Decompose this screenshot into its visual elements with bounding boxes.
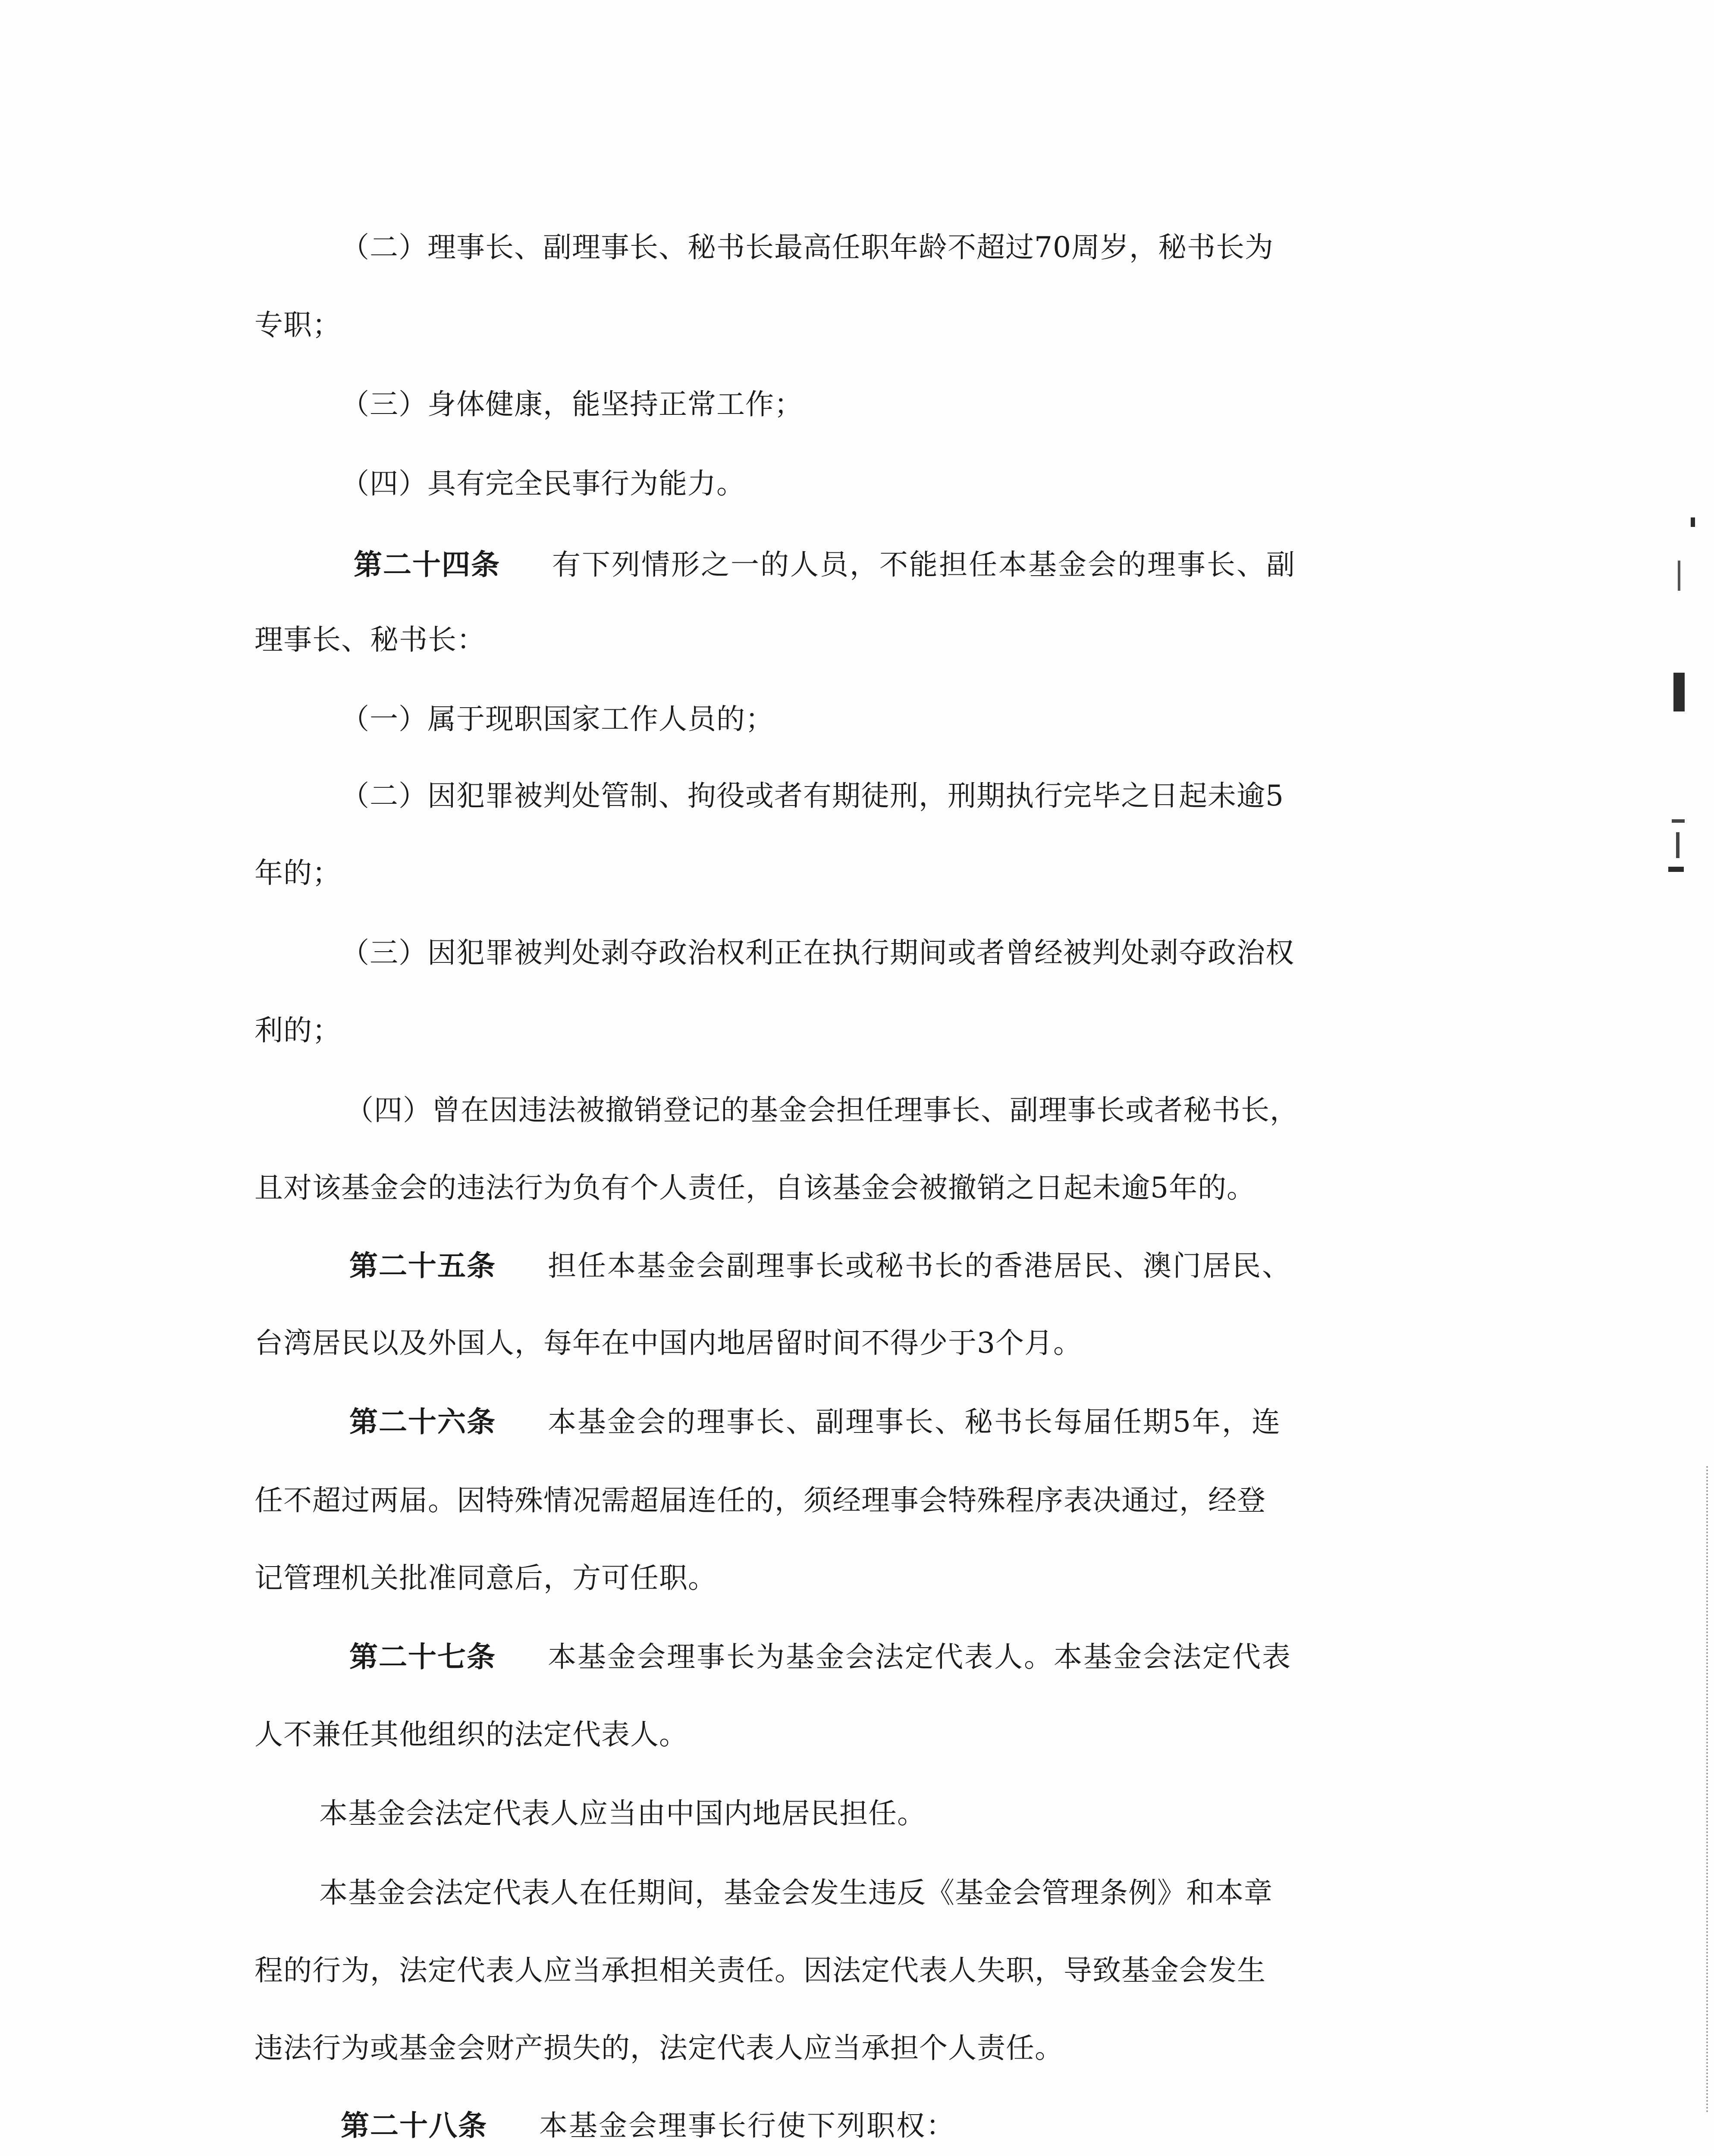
article-26: [349, 1405, 1281, 1439]
text-line: 且对该基金会的违法行为负有个人责任，自该基金会被撤销之日起未逾5年的。: [254, 1171, 1256, 1204]
text-line: 本基金会法定代表人在任期间，基金会发生违反《基金会管理条例》和本章: [319, 1876, 1273, 1909]
text-line: （二）因犯罪被判处管制、拘役或者有期徒刑，刑期执行完毕之日起未逾5: [341, 779, 1284, 812]
article-27: [349, 1640, 1292, 1674]
text-line: 人不兼任其他组织的法定代表人。: [254, 1718, 688, 1751]
text-line: 记管理机关批准同意后，方可任职。: [254, 1561, 717, 1595]
article-24: [354, 548, 1296, 582]
text-line: （三）身体健康，能坚持正常工作；: [341, 388, 803, 421]
article-text: 本基金会理事长为基金会法定代表人。本基金会法定代表: [548, 1640, 1292, 1673]
text-line: （一）属于现职国家工作人员的；: [341, 702, 774, 736]
text-line: （二）理事长、副理事长、秘书长最高任职年龄不超过70周岁，秘书长为: [341, 231, 1274, 264]
text-line: 专职；: [254, 308, 341, 342]
text-line: 违法行为或基金会财产损失的，法定代表人应当承担个人责任。: [254, 2031, 1064, 2065]
text-line: 理事长、秘书长：: [254, 623, 486, 656]
scan-mark: [1672, 819, 1685, 823]
article-text: 有下列情形之一的人员，不能担任本基金会的理事长、副: [552, 548, 1296, 581]
text-line: 程的行为，法定代表人应当承担相关责任。因法定代表人失职，导致基金会发生: [254, 1954, 1266, 1987]
scan-mark: [1678, 561, 1680, 591]
article-28: [341, 2109, 956, 2143]
article-25: [349, 1249, 1292, 1283]
article-number: 第二十五条: [349, 1249, 496, 1282]
scan-mark: [1691, 517, 1695, 527]
scan-mark: [1668, 867, 1684, 872]
article-number: 第二十七条: [349, 1640, 496, 1673]
article-text: 担任本基金会副理事长或秘书长的香港居民、澳门居民、: [548, 1249, 1292, 1282]
text-line: （四）曾在因违法被撤销登记的基金会担任理事长、副理事长或者秘书长，: [345, 1094, 1299, 1127]
text-line: 利的；: [254, 1014, 341, 1047]
article-text: 本基金会理事长行使下列职权：: [539, 2109, 956, 2142]
scan-mark: [1673, 673, 1685, 711]
text-line: 年的；: [254, 856, 341, 890]
article-number: 第二十四条: [354, 548, 500, 581]
article-number: 第二十八条: [341, 2109, 487, 2142]
text-line: （三）因犯罪被判处剥夺政治权利正在执行期间或者曾经被判处剥夺政治权: [341, 936, 1294, 969]
text-line: 任不超过两届。因特殊情况需超届连任的，须经理事会特殊程序表决通过，经登: [254, 1484, 1266, 1517]
text-line: （四）具有完全民事行为能力。: [341, 467, 745, 500]
scan-edge-dots: [1705, 1466, 1708, 2113]
article-number: 第二十六条: [349, 1405, 496, 1438]
scan-mark: [1676, 832, 1679, 858]
article-text: 本基金会的理事长、副理事长、秘书长每届任期5年，连: [548, 1405, 1281, 1438]
text-line: 本基金会法定代表人应当由中国内地居民担任。: [319, 1797, 926, 1830]
text-line: 台湾居民以及外国人，每年在中国内地居留时间不得少于3个月。: [254, 1326, 1082, 1360]
